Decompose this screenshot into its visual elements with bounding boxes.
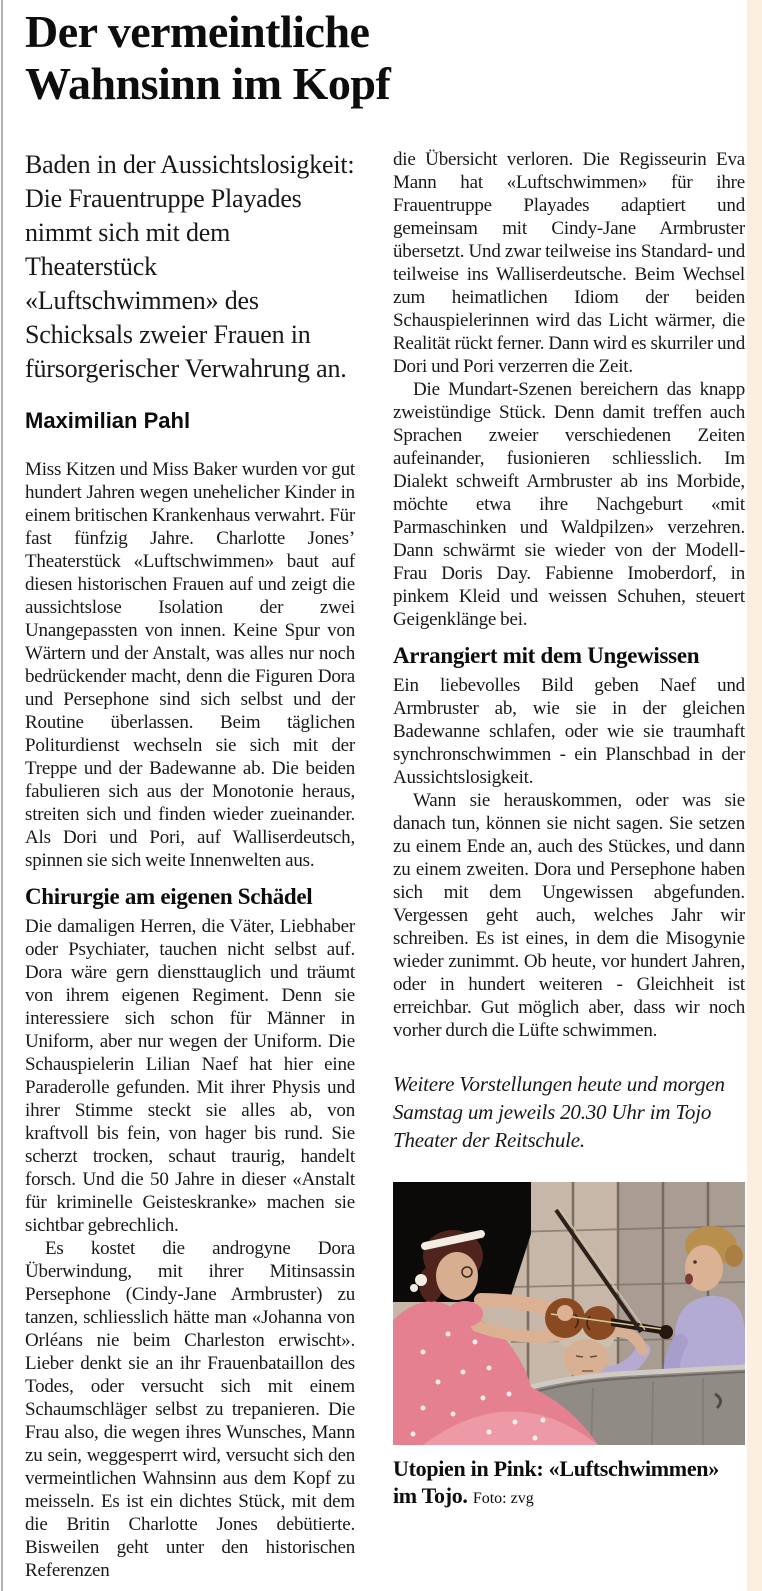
column-rule-left	[1, 0, 3, 1591]
body-paragraph: Die Mundart-Szenen bereichern das knapp zweistündige Stück. Denn damit treffen auch Sprachen zweier verschiedenen Zeiten aufeinander, fusionieren schliesslich. Im Dialekt schweift Armbruster ab ins Morbide, möchte etwa ihre Nachgeburt «mit Parmaschinken und Waldpilzen» verzehren. Dann schwärmt sie wieder von der Modell-Frau Doris Day. Fabienne Imoberdorf, in pinkem Kleid und weissen Schuhen, steuert Geigenklänge bei.	[393, 378, 745, 630]
lead-paragraph: Baden in der Aussichtslosigkeit: Die Frauentruppe Playades nimmt sich mit dem Theaterstück «Luftschwimmen» des Schicksals zweier Frauen in fürsorgerischer Verwahrung an.	[25, 149, 355, 383]
body-paragraph: Es kostet die androgyne Dora Überwindung, mit ihrer Mitinsassin Persephone (Cindy-Jane Armbruster) zu tanzen, schliesslich hätte man «Johanna von Orléans nie beim Charleston erwischt». Lieber denkt sie an ihr Frauenbataillon des Todes, oder versucht sich mit einem Schaumschläger selbst zu trepanieren. Die Frau also, die wegen ihres Wunsches, Mann zu sein, weggesperrt wird, versucht sich den vermeintlichen Wahnsinn aus dem Kopf zu meisseln. Es ist ein dichtes Stück, mit dem die Britin Charlotte Jones debütierte. Bisweilen geht unter den historischen Referenzen	[25, 1237, 355, 1581]
photo-caption	[393, 1455, 745, 1512]
performance-note: Weitere Vorstellungen heute und morgen Samstag um jeweils 20.30 Uhr im Tojo Theater der Reitschule.	[393, 1071, 725, 1152]
column-left	[25, 148, 355, 1582]
body-paragraph: Wann sie herauskommen, oder was sie danach tun, können sie nicht sagen. Sie setzen zu einem Ende an, auch des Stückes, und dann zu einem zweiten. Dora und Persephone haben sich mit dem Ungewissen abgefunden. Vergessen geht auch, welches Jahr wir schreiben. Es ist eines, in dem die Misogynie wieder zunimmt. Ob heute, vor hundert Jahren, oder in hundert weiteren - Gleichheit ist erreichbar. Gut möglich aber, dass wir noch vorher durch die Lüfte schwimmen.	[393, 789, 745, 1041]
article	[25, 0, 745, 1582]
subhead-chirurgie: Chirurgie am eigenen Schädel	[25, 883, 313, 909]
article-columns	[25, 148, 745, 1582]
photo-credit: Foto: zvg	[472, 1489, 534, 1507]
body-paragraph: Ein liebevolles Bild geben Naef und Armbruster ab, wie sie in der gleichen Badewanne schlafen, oder wie sie traumhaft synchronschwimmen - ein Planschbad in der Aussichtslosigkeit.	[393, 674, 745, 788]
body-paragraph: Die damaligen Herren, die Väter, Liebhaber oder Psychiater, tauchen nicht selbst auf. Dora wäre gern diensttauglich und träumt von ihrem eigenen Regiment. Denn sie interessiere sich schon für Männer in Uniform, aber nur wegen der Uniform. Die Schauspielerin Lilian Naef hat hier eine Paraderolle gefunden. Mit ihrer Physis und ihrer Stimme steckt sie alles ab, von kraftvoll bis fein, von hager bis rund. Sie scherzt trocken, schaut traurig, handelt forsch. Und die 50 Jahre in dieser «Anstalt für kriminelle Geisteskranke» machen sie sichtbar gebrechlich.	[25, 915, 355, 1236]
article-title: Der vermeintliche Wahnsinn im Kopf	[25, 6, 391, 109]
page-edge-strip	[747, 0, 762, 1591]
stage-photo	[393, 1182, 745, 1512]
stage-photo-illustration	[393, 1182, 745, 1445]
column-right	[393, 148, 745, 1582]
photo-caption-text: Utopien in Pink: «Luftschwimmen» im Tojo.	[393, 1455, 719, 1508]
body-paragraph: die Übersicht verloren. Die Regisseurin Eva Mann hat «Luftschwimmen» für ihre Frauentruppe Playades adaptiert und gemeinsam mit Cindy-Jane Armbruster übersetzt. Und zwar teilweise ins Standard- und teilweise ins Walliserdeutsche. Beim Wechsel zum heimatlichen Idiom der beiden Schauspielerinnen wird das Licht wärmer, die Realität rückt ferner. Dann wird es skurriler und Dori und Pori verzerren die Zeit.	[393, 148, 745, 377]
byline: Maximilian Pahl	[25, 407, 191, 433]
subhead-arrangiert: Arrangiert mit dem Ungewissen	[393, 642, 700, 668]
body-paragraph: Miss Kitzen und Miss Baker wurden vor gut hundert Jahren wegen unehelicher Kinder in einem britischen Krankenhaus verwahrt. Für fast fünfzig Jahre. Charlotte Jones’ Theaterstück «Luftschwimmen» baut auf diesen historischen Frauen auf und zeigt die aussichtslose Isolation der zwei Unangepassten von innen. Keine Spur von Wärtern und der Anstalt, was alles nur noch bedrückender macht, denn die Figuren Dora und Persephone sind sich selbst und der Routine überlassen. Beim täglichen Politurdienst wechseln sie sich mit der Treppe und der Badewanne ab. Die beiden fabulieren sich aus der Monotonie heraus, streiten sich und finden wieder zueinander. Als Dori und Pori, auf Walliserdeutsch, spinnen sie sich weite Innenwelten aus.	[25, 458, 355, 871]
